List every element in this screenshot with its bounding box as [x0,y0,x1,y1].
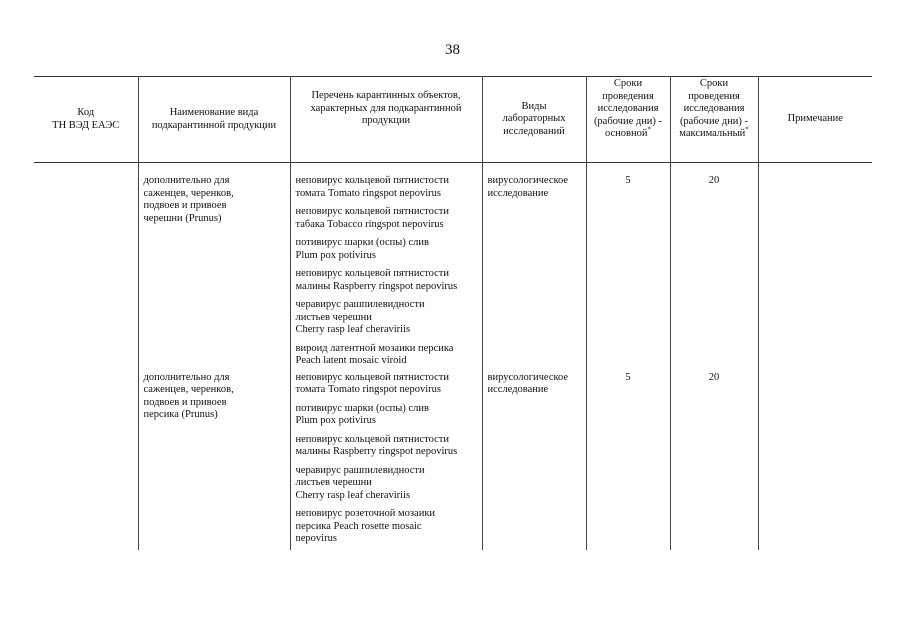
object-line: Cherry rasp leaf cheraviriis [295,489,411,501]
product-cell [138,175,290,372]
header-term-base [586,77,670,163]
quarantine-object [296,403,477,428]
header-research [482,77,586,163]
object-line: листьев черешни [295,477,372,488]
term-max-cell: 20 [670,372,758,550]
objects-cell [290,175,482,372]
object-line: потивирус шарки (оспы) слив [295,237,429,248]
quarantine-object [296,343,477,368]
object-line: томата Tomato ringspot nepovirus [295,187,441,199]
spacer-cell [670,163,758,176]
quarantine-object [296,434,477,459]
research-cell [482,175,586,372]
header-line [589,125,668,141]
object-line: черавирус рашпилевидности [295,299,425,310]
header-line: Перечень карантинных объектов, [311,90,461,101]
product-line: дополнительно для [143,371,230,383]
object-line: неповирус кольцевой пятнистости [295,175,450,186]
header-line: (рабочие дни) - [593,115,663,127]
product-line: подвоев и привоев [143,200,227,211]
object-line: черавирус рашпилевидности [295,464,425,476]
spacer-cell [482,163,586,176]
object-line: листьев черешни [295,311,372,323]
header-line: продукции [361,115,411,126]
header-line: Код [77,107,95,118]
product-line: саженцев, черенков, [143,384,234,395]
note-cell [758,372,872,550]
header-line [673,125,756,141]
quarantine-object [296,206,477,231]
spacer-cell [138,163,290,176]
object-line: Plum pox potivirus [295,249,377,261]
research-line: вирусологическое [487,371,569,383]
header-line: Примечание [787,113,843,125]
spacer-cell [290,163,482,176]
header-line: проведения [688,90,740,102]
term-base-cell: 5 [586,372,670,550]
research-line: исследование [487,384,549,395]
code-cell [34,372,138,550]
object-line: Peach latent mosaic viroid [295,355,407,366]
product-line: черешни (Prunus) [143,212,222,224]
object-line: неповирус розеточной мозаики [295,508,436,519]
object-line: неповирус кольцевой пятнистости [295,206,450,217]
code-cell [34,175,138,372]
quarantine-object [296,299,477,337]
header-note [758,77,872,163]
object-line: малины Raspberry ringspot nepovirus [295,280,458,292]
header-row [34,77,872,163]
object-line: nepovirus [295,533,337,544]
header-line: исследований [503,125,565,137]
research-line: исследование [487,187,549,199]
term-base-cell: 5 [586,175,670,372]
object-line: Cherry rasp leaf cheraviriis [295,324,411,335]
object-line: потивирус шарки (оспы) слив [295,402,429,414]
product-line: саженцев, черенков, [143,187,234,199]
header-objects [290,77,482,163]
object-line: малины Raspberry ringspot nepovirus [295,446,458,457]
object-line: неповирус кольцевой пятнистости [295,268,450,279]
research-line: вирусологическое [487,175,569,186]
note-cell [758,175,872,372]
product-line: персика (Prunus) [143,409,218,420]
term-max-cell: 20 [670,175,758,372]
footnote-mark: * [647,125,651,134]
product-cell [138,372,290,550]
header-line: Сроки [613,78,643,89]
quarantine-object [296,268,477,293]
header-line: характерных для подкарантинной [310,102,462,114]
footnote-mark: * [745,125,749,134]
header-code [34,77,138,163]
header-line: (рабочие дни) - [679,115,749,127]
header-line: Наименование вида [169,107,259,118]
quarantine-object [296,372,477,397]
header-line: подкарантинной продукции [151,119,277,131]
product-line: подвоев и привоев [143,396,227,408]
header-product [138,77,290,163]
objects-cell [290,372,482,550]
object-line: неповирус кольцевой пятнистости [295,371,450,383]
table-row [34,175,872,372]
table-row [34,372,872,550]
object-line: томата Tomato ringspot nepovirus [295,384,441,395]
page-number: 38 [445,42,460,58]
header-term-max [670,77,758,163]
spacer-cell [586,163,670,176]
quarantine-object [296,465,477,503]
quarantine-object [296,508,477,546]
header-line: Виды [521,100,547,112]
header-line: исследования [597,103,659,114]
research-cell [482,372,586,550]
header-line: Сроки [699,78,729,89]
header-line: проведения [602,90,654,102]
spacer-cell [758,163,872,176]
header-text: максимальный [679,128,746,139]
spacer-row [34,163,872,176]
header-line: лабораторных [502,113,566,125]
object-line: вироид латентной мозаики персика [295,342,454,354]
quarantine-object [296,237,477,262]
header-line: ТН ВЭД ЕАЭС [52,119,120,131]
object-line: табака Tobacco ringspot nepovirus [295,218,444,230]
product-line: дополнительно для [143,175,230,186]
spacer-cell [34,163,138,176]
quarantine-table [34,76,872,550]
object-line: Plum pox potivirus [295,415,377,426]
object-line: персика Peach rosette mosaic [295,520,422,532]
quarantine-object [296,175,477,200]
header-line: исследования [683,103,745,114]
object-line: неповирус кольцевой пятнистости [295,433,450,445]
header-text: основной [605,128,648,139]
